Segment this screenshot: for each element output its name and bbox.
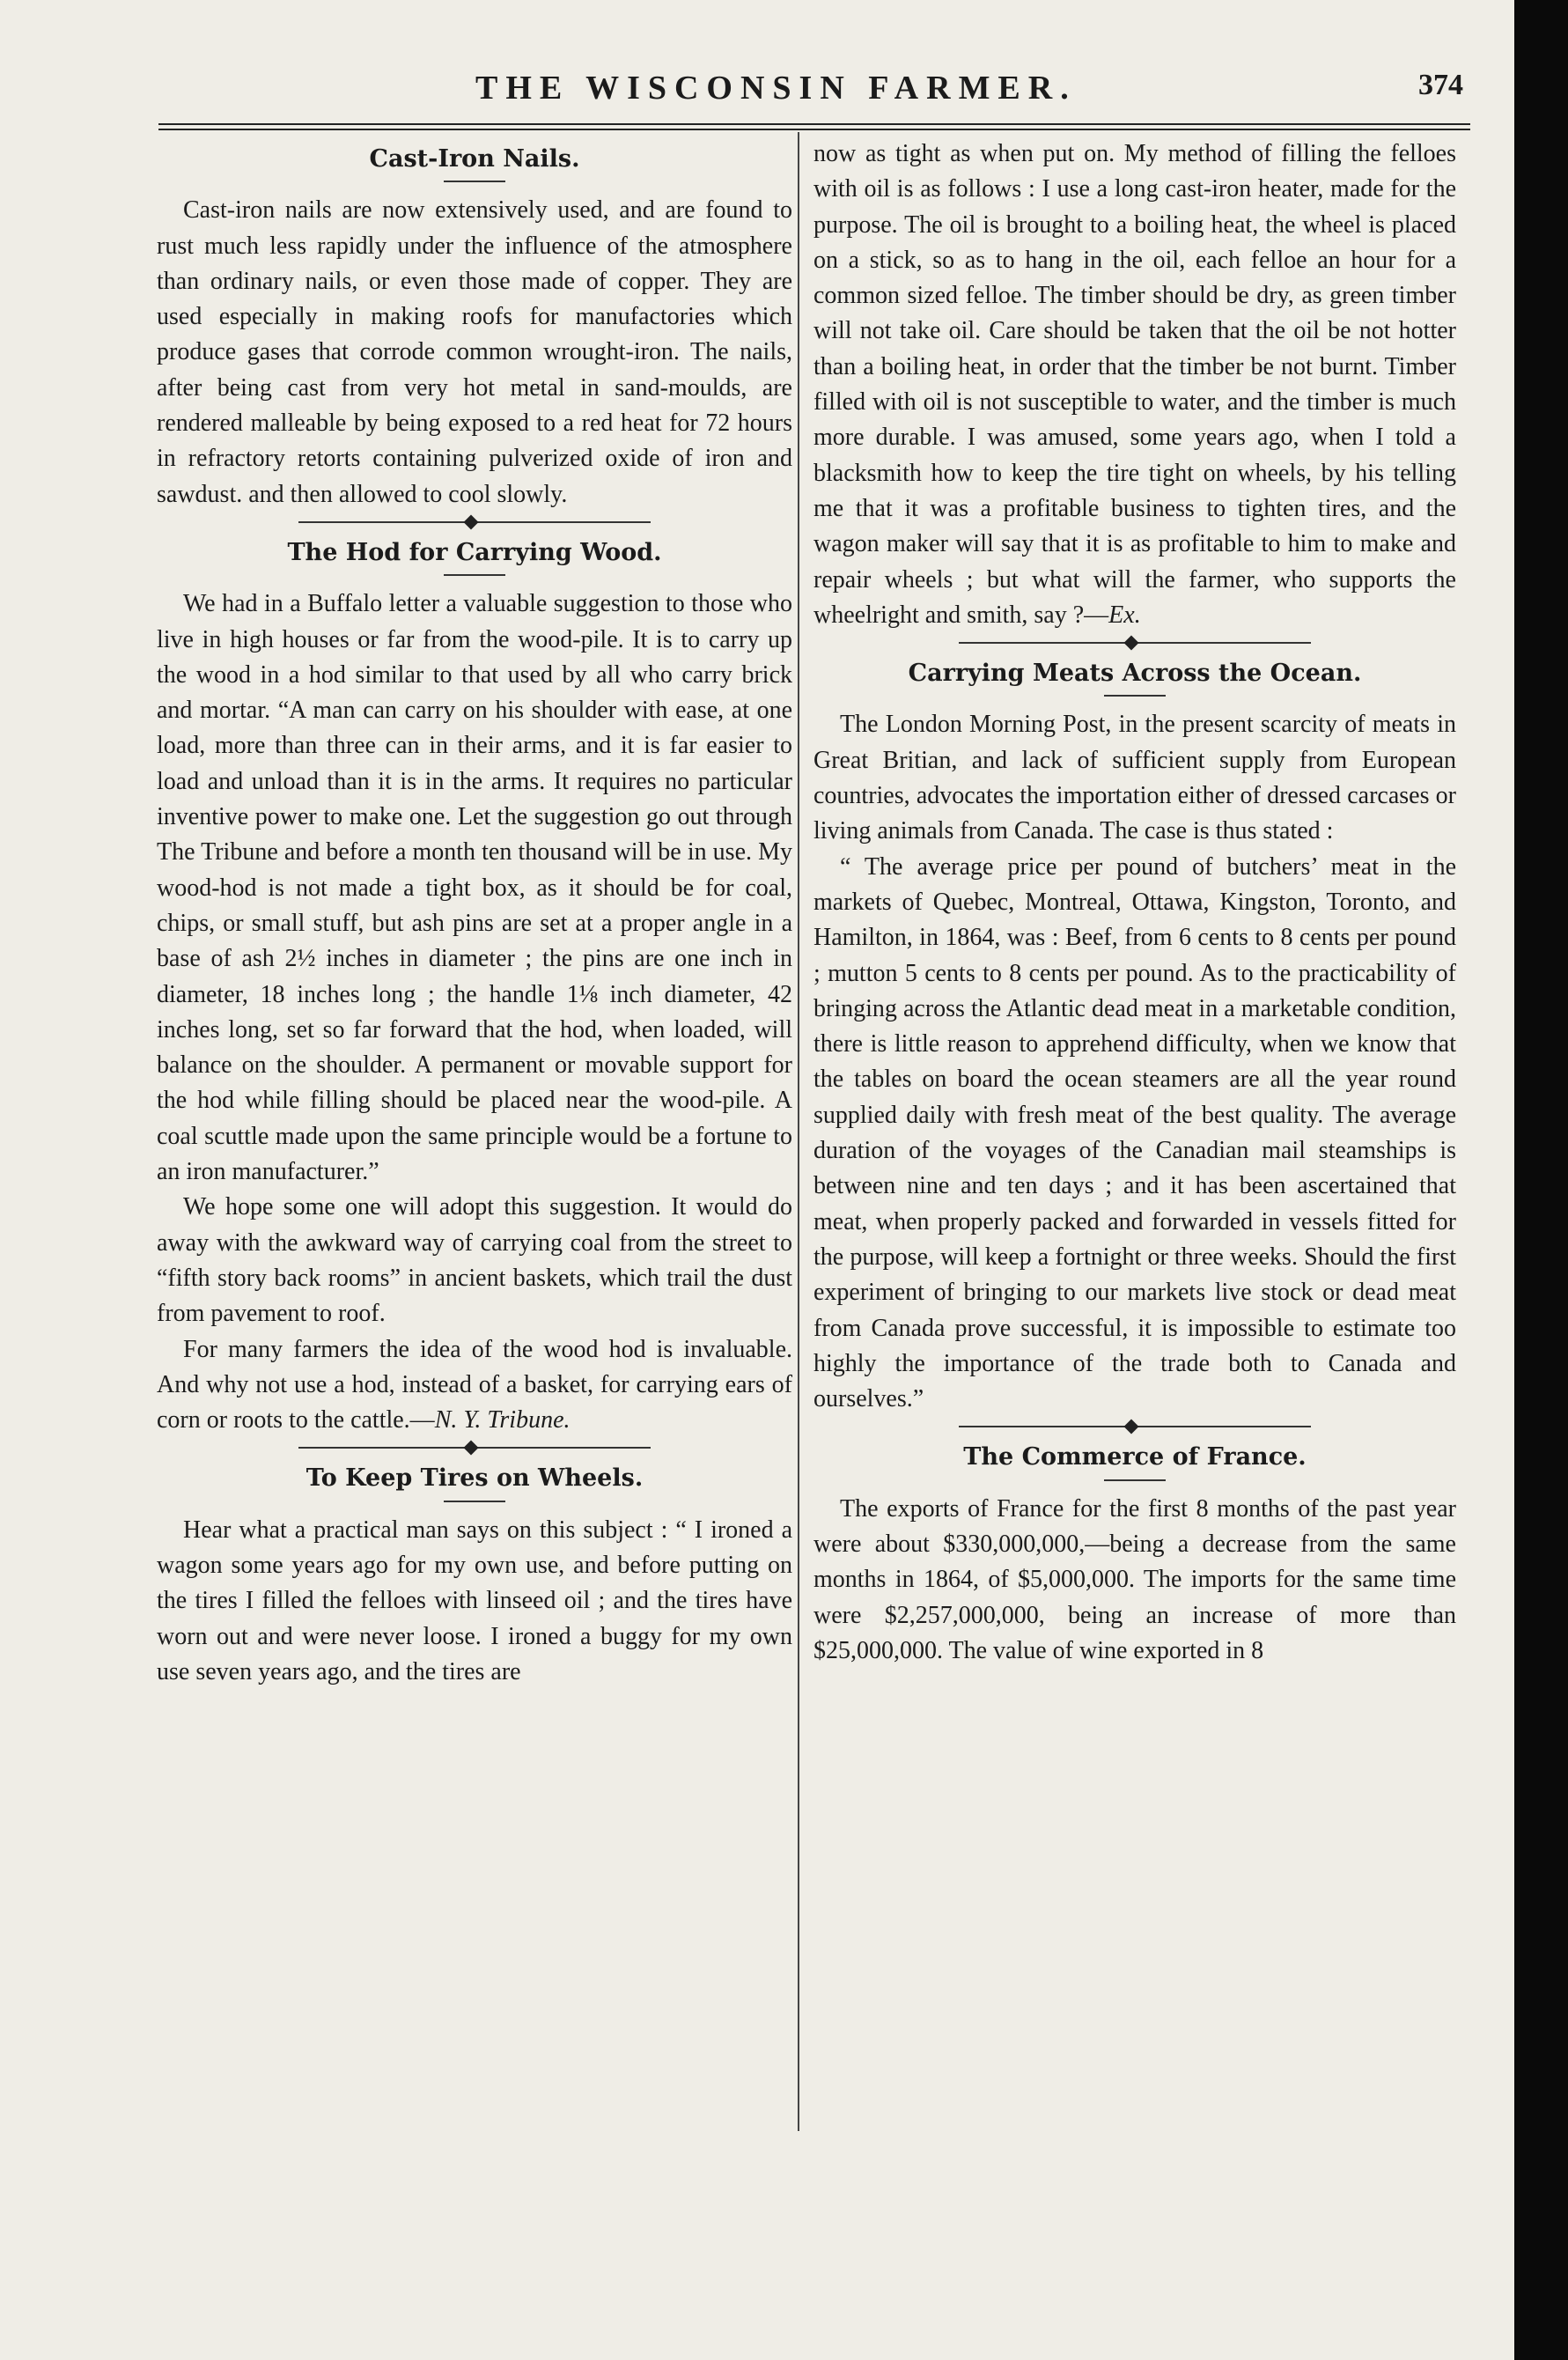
article-title-commerce-of-france: The Commerce of France. — [963, 1443, 1307, 1471]
title-rule — [444, 181, 505, 182]
divider-ornament-icon — [1124, 1420, 1139, 1434]
article-paragraph: The exports of France for the first 8 months of the past year were about $330,000,000,—being a decrease from the same months in 1864, of $5,000,000. The imports for the same time were $2,257,000,000, being an increase of more than $25,000,000. The value of wine exported in 8 — [813, 1494, 1456, 1664]
paragraph-text: For many farmers the idea of the wood hod is invaluable. And why not use a hod, instead of a basket, for carrying ears of corn or roots to the cattle.— — [157, 1335, 792, 1434]
page-number: 374 — [1418, 69, 1463, 101]
article-title-cast-iron-nails: Cast-Iron Nails. — [369, 145, 580, 173]
title-rule — [444, 1501, 505, 1502]
article-paragraph: We hope some one will adopt this suggestion. It would do away with the awkward way of carrying coal from the street to “fifth story back rooms” in ancient baskets, which trail the dust from pavement to roof. — [157, 1193, 792, 1328]
source-attribution: Ex. — [1108, 601, 1141, 629]
divider-ornament-icon — [464, 514, 479, 529]
divider-ornament-icon — [1124, 636, 1139, 651]
title-rule — [1104, 695, 1166, 697]
article-paragraph: The London Morning Post, in the present scarcity of meats in Great Britian, and lack of sufficient supply from European countries, advocates the importation either of dressed carcases or living animals from Canada. The case is thus stated : — [813, 711, 1456, 845]
article-paragraph: Cast-iron nails are now extensively used, and are found to rust much less rapidly under the influence of the atmosphere than ordinary nails, or even those made of copper. They are used especially in making roofs for manufactories which produce gases that corrode common wrought-iron. The nails, after being cast from very hot metal in sand-moulds, are rendered malleable by being exposed to a red heat for 72 hours in refractory retorts containing pulverized oxide of iron and sawdust. and then allowed to cool slowly. — [157, 196, 792, 508]
title-rule — [444, 574, 505, 576]
publication-title: THE WISCONSIN FARMER. — [475, 70, 1077, 107]
article-paragraph: Hear what a practical man says on this subject : “ I ironed a wagon some years ago for my own use, and before putting on the tires I filled the felloes with linseed oil ; and the tires have worn out and were never loose. I ironed a buggy for my own use seven years ago, and the tires are — [157, 1516, 792, 1685]
left-column — [157, 136, 792, 1690]
article-paragraph — [157, 1332, 792, 1439]
right-column — [813, 136, 1456, 1669]
article-divider — [298, 1447, 651, 1449]
article-paragraph: We had in a Buffalo letter a valuable suggestion to those who live in high houses or far from the wood-pile. It is to carry up the wood in a hod similar to that used by all who carry brick and mortar. “A man can carry on his shoulder with ease, at one load, more than three can in their arms, and it is far easier to load and unload than it is in the arms. It requires no particular inventive power to make one. Let the suggestion go out through The Tribune and before a month ten thousand will be in use. My wood-hod is not made a tight box, as it should be for coal, chips, or small stuff, but ash pins are set at a proper angle in a base of ash 2½ inches in diameter ; the pins are one inch in diameter, 18 inches long ; the handle 1⅛ inch diameter, 42 inches long, set so far forward that the hod, when loaded, will balance on the shoulder. A permanent or movable support for the hod while filling should be placed near the wood-pile. A coal scuttle made upon the same principle would be a fortune to an iron manufacturer.” — [157, 590, 792, 1186]
header-double-rule — [158, 123, 1470, 130]
title-rule — [1104, 1479, 1166, 1481]
article-title-carrying-meats: Carrying Meats Across the Ocean. — [908, 660, 1362, 688]
column-divider — [798, 132, 799, 2131]
article-title-hod-for-wood: The Hod for Carrying Wood. — [287, 538, 662, 566]
divider-ornament-icon — [464, 1441, 479, 1456]
article-paragraph: “ The average price per pound of butchers’ meat in the markets of Quebec, Montreal, Ottawa, Kingston, Toronto, and Hamilton, in 1864, was : Beef, from 6 cents to 8 cents per pound ; mutton 5 cents to 8 cents per pound. As to the practicability of bringing across the Atlantic dead meat in a marketable condition, there is little reason to apprehend difficulty, when we know that the tables on board the ocean steamers are all the year round supplied daily with fresh meat of the best quality. The average duration of the voyages of the Canadian mail steamships is between nine and ten days ; and it has been ascertained that meat, when properly packed and forwarded in vessels fitted for the purpose, will keep a fortnight or three weeks. Should the first experiment of bringing to our markets live stock or dead meat from Canada prove successful, it is impossible to estimate too highly the importance of the trade both to Canada and ourselves.” — [813, 852, 1456, 1413]
article-divider — [959, 1426, 1311, 1427]
article-divider — [959, 642, 1311, 644]
paragraph-text: now as tight as when put on. My method of filling the felloes with oil is as follows : I use a long cast-iron heater, made for the purpose. The oil is brought to a boiling heat, the wheel is placed on a stick, so as to hang in the oil, each felloe an hour for a common sized felloe. The timber should be dry, as green timber will not take oil. Care should be taken that the oil be not hotter than a boiling heat, in order that the timber be not burnt. Timber filled with oil is not susceptible to water, and the timber is much more durable. I was amused, some years ago, when I told a blacksmith how to keep the tire tight on wheels, by his telling me that it was a profitable business to tighten tires, and the wagon maker will say that it is as profitable to him to make and repair wheels ; but what will the farmer, who supports the wheelright and smith, say ?— — [813, 140, 1456, 629]
article-title-keep-tires: To Keep Tires on Wheels. — [306, 1464, 644, 1493]
page-header — [158, 65, 1479, 118]
source-attribution: N. Y. Tribune. — [434, 1406, 571, 1434]
article-divider — [298, 521, 651, 523]
article-paragraph-continued — [813, 136, 1456, 633]
